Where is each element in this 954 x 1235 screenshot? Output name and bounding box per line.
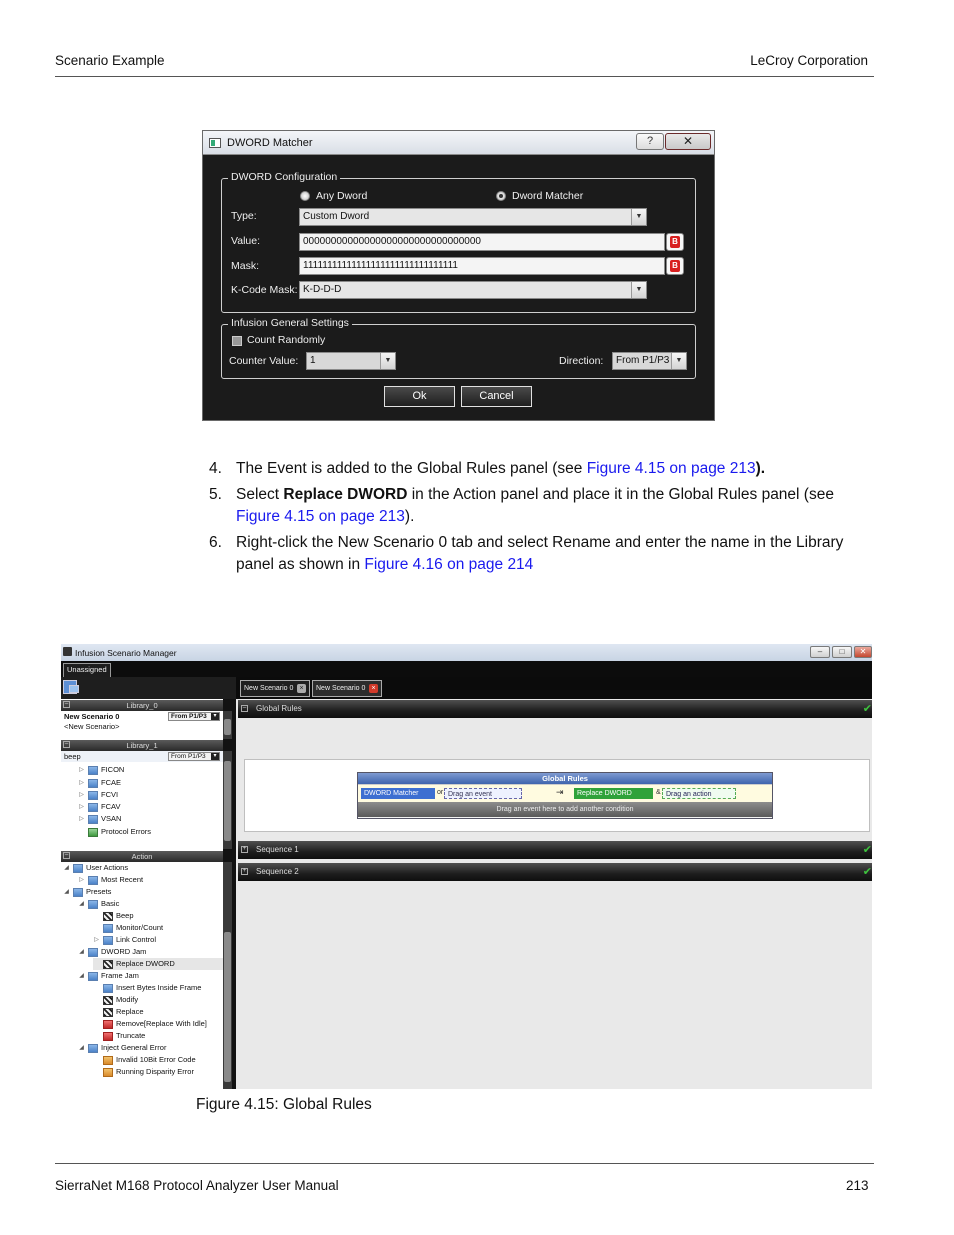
tree-label: Basic: [101, 899, 120, 908]
global-rules-box: [357, 772, 773, 819]
scroll-thumb[interactable]: [224, 932, 231, 1082]
radio-any-dword[interactable]: [300, 190, 367, 202]
infusion-scenario-manager-window: [61, 644, 872, 1089]
close-tab-icon[interactable]: ×: [369, 684, 378, 693]
scroll-thumb[interactable]: [224, 761, 231, 841]
tree-item-fcvi[interactable]: [78, 789, 118, 801]
radio-dot-selected: [496, 191, 506, 201]
lib1-direction-select[interactable]: From P1/P3 ▾: [168, 752, 220, 761]
tree-label: Invalid 10Bit Error Code: [116, 1055, 196, 1064]
value-label: Value:: [231, 235, 260, 247]
global-rules-condition: [358, 784, 772, 802]
dword-matcher-dialog: [202, 130, 715, 421]
tree-item-beep[interactable]: [103, 910, 134, 922]
direction-label: Direction:: [559, 355, 604, 367]
folder-icon: [88, 791, 98, 800]
protocol-errors-icon: [88, 828, 98, 837]
tree-label: VSAN: [101, 814, 122, 823]
kcode-select[interactable]: [299, 281, 647, 299]
tree-label: DWORD Jam: [101, 947, 147, 956]
tree-item-presets[interactable]: [63, 886, 111, 898]
kcode-value: K-D-D-D: [303, 284, 342, 295]
or-operator: or: [437, 789, 444, 796]
minimize-button[interactable]: –: [810, 646, 830, 658]
value-input[interactable]: 00000000000000000000000000000000: [299, 233, 665, 251]
ok-button[interactable]: Ok: [384, 386, 455, 407]
type-value: Custom Dword: [303, 211, 370, 222]
header-rule: [55, 76, 874, 77]
action-tree: [61, 862, 223, 1089]
folder-icon: [88, 900, 98, 909]
global-rules-area: [244, 759, 870, 832]
tree-item-invalid-10bit[interactable]: [103, 1054, 196, 1066]
tab-unassigned[interactable]: Unassigned: [63, 663, 111, 677]
tree-label: Presets: [86, 887, 112, 896]
chevron-down-icon: ▼: [631, 282, 646, 298]
step-text: Right-click the New Scenario 0 tab and select Rename and enter the name in the Library panel as shown in: [236, 534, 844, 573]
tree-label: Monitor/Count: [116, 923, 164, 932]
value-edit-icon[interactable]: [666, 233, 684, 251]
expand-icon[interactable]: ▷: [79, 816, 84, 822]
folder-icon: [88, 972, 98, 981]
drag-event-slot[interactable]: Drag an event: [444, 788, 522, 799]
tree-label: Insert Bytes Inside Frame: [116, 983, 202, 992]
checkmark-icon: ✔: [862, 703, 872, 715]
tree-label: FCAE: [101, 778, 122, 787]
maximize-button[interactable]: □: [832, 646, 852, 658]
action-title: Action: [131, 852, 153, 861]
radio-matcher-label: Dword Matcher: [512, 190, 584, 202]
count-randomly-checkbox[interactable]: [232, 336, 242, 346]
expand-icon[interactable]: +: [242, 846, 247, 852]
drag-action-slot[interactable]: Drag an action: [662, 788, 736, 799]
checkmark-icon: ✔: [862, 844, 872, 856]
cancel-button[interactable]: Cancel: [461, 386, 532, 407]
ism-titlebar: [61, 644, 872, 661]
collapse-tree-icon[interactable]: ◢: [79, 901, 84, 907]
lib0-scrollbar[interactable]: [223, 711, 232, 739]
step-text: The Event is added to the Global Rules panel (see: [236, 460, 587, 477]
chevron-down-icon: ▼: [671, 353, 686, 369]
radio-dword-matcher[interactable]: [496, 190, 583, 202]
sequence-1-label: Sequence 1: [256, 845, 299, 854]
left-panel: [61, 677, 236, 1089]
tree-item-monitor-count[interactable]: [103, 922, 163, 934]
dword-matcher-event[interactable]: DWORD Matcher: [361, 788, 435, 799]
sequence-1-bar[interactable]: [238, 841, 872, 859]
folder-icon: [73, 888, 83, 897]
scroll-thumb[interactable]: [224, 719, 231, 735]
tree-item-basic[interactable]: [78, 898, 119, 910]
lib1-row-beep[interactable]: [61, 751, 223, 762]
general-settings-label: Infusion General Settings: [228, 317, 352, 329]
lib1-scrollbar[interactable]: [223, 751, 232, 849]
left-toolbar: [61, 677, 236, 699]
tree-item-most-recent[interactable]: [78, 874, 143, 886]
and-operator: &: [656, 789, 661, 796]
figure-link[interactable]: Figure 4.15 on page 213: [236, 508, 405, 525]
tree-label: Modify: [116, 995, 139, 1004]
figure-caption: Figure 4.15: Global Rules: [196, 1096, 372, 1113]
app-icon: [63, 647, 72, 656]
checkmark-icon: ✔: [862, 866, 872, 878]
step-text-end: ).: [755, 460, 766, 477]
tree-label: Frame Jam: [101, 971, 139, 980]
ism-title: Infusion Scenario Manager: [75, 648, 177, 658]
folder-icon: [88, 803, 98, 812]
library1-header: [61, 740, 223, 751]
collapse-tree-icon[interactable]: ◢: [79, 973, 84, 979]
tab-label: New Scenario 0: [316, 685, 366, 692]
expand-icon[interactable]: ▷: [79, 780, 84, 786]
global-rules-bar[interactable]: [238, 700, 872, 718]
lib0-row-label: New Scenario 0: [64, 712, 120, 721]
tree-label: FCAV: [101, 802, 121, 811]
help-button[interactable]: ?: [636, 133, 664, 150]
error-icon: [103, 1056, 113, 1065]
folder-icon: [103, 936, 113, 945]
replace-dword-action[interactable]: Replace DWORD: [574, 788, 653, 799]
expand-icon[interactable]: ▷: [79, 792, 84, 798]
replace-icon: [103, 960, 113, 969]
remove-icon: [103, 1020, 113, 1029]
dword-config-label: DWORD Configuration: [228, 171, 340, 183]
mask-edit-icon[interactable]: [666, 257, 684, 275]
expand-icon[interactable]: +: [242, 868, 247, 874]
arrow-icon: ⇥: [556, 787, 564, 797]
expand-icon[interactable]: ▷: [79, 804, 84, 810]
library0-header: [61, 700, 223, 711]
expand-icon[interactable]: ▷: [79, 877, 84, 883]
chevron-down-icon: ▼: [380, 353, 395, 369]
tree-item-user-actions[interactable]: [63, 862, 128, 874]
tree-item-fcav[interactable]: [78, 801, 120, 813]
footer-left: SierraNet M168 Protocol Analyzer User Manual: [55, 1178, 339, 1193]
tree-label: User Actions: [86, 863, 129, 872]
expand-icon[interactable]: ▷: [79, 767, 84, 773]
tree-item-frame-jam[interactable]: [78, 970, 139, 982]
action-header: [61, 851, 223, 862]
tree-label: Running Disparity Error: [116, 1067, 194, 1076]
mask-input[interactable]: 11111111111111111111111111111111: [299, 257, 665, 275]
app-icon: [209, 138, 221, 148]
close-tab-icon[interactable]: ×: [297, 684, 306, 693]
global-rules-bar-label: Global Rules: [256, 704, 302, 713]
collapse-tree-icon[interactable]: ◢: [79, 1045, 84, 1051]
sequence-2-label: Sequence 2: [256, 867, 299, 876]
tree-item-fcae[interactable]: [78, 777, 121, 789]
chevron-down-icon: ▼: [631, 209, 646, 225]
page-number: 213: [846, 1178, 869, 1193]
step-text: in the Action panel and place it in the Global Rules panel (see: [407, 486, 834, 503]
add-condition-bar[interactable]: Drag an event here to add another condition: [358, 802, 772, 817]
tree-item-dword-jam[interactable]: [78, 946, 146, 958]
counter-select[interactable]: [306, 352, 396, 370]
dialog-title: DWORD Matcher: [227, 137, 313, 149]
dialog-titlebar: [203, 131, 714, 155]
library0-title: Library_0: [126, 701, 158, 710]
tree-item-insert-bytes[interactable]: [103, 982, 201, 994]
sequence-2-bar[interactable]: [238, 863, 872, 881]
library-tool-overlay-icon: [69, 685, 79, 693]
radio-dot: [300, 191, 310, 201]
collapse-icon[interactable]: –: [64, 701, 69, 707]
step-number: 5.: [209, 486, 222, 503]
modify-icon: [103, 996, 113, 1005]
step-5: [205, 484, 865, 528]
collapse-tree-icon[interactable]: ◢: [79, 949, 84, 955]
direction-value: From P1/P3: [616, 355, 670, 366]
step-number: 4.: [209, 460, 222, 477]
tab-label: New Scenario 0: [244, 685, 294, 692]
tree-item-modify[interactable]: [103, 994, 138, 1006]
counter-label: Counter Value:: [229, 355, 299, 367]
tree-label: Remove[Replace With Idle]: [116, 1019, 207, 1028]
ism-tabbar: [61, 661, 872, 677]
step-4: [205, 458, 865, 480]
lib0-row-new[interactable]: <New Scenario>: [64, 722, 120, 731]
expand-icon[interactable]: ▷: [94, 937, 99, 943]
close-button[interactable]: ✕: [665, 133, 711, 150]
folder-icon: [88, 779, 98, 788]
tree-item-remove[interactable]: [103, 1018, 207, 1030]
tree-label: Replace DWORD: [116, 959, 175, 968]
counter-value: 1: [310, 355, 316, 366]
tree-label: Most Recent: [101, 875, 144, 884]
folder-icon: [88, 1044, 98, 1053]
tree-label: Replace: [116, 1007, 144, 1016]
type-select[interactable]: [299, 208, 647, 226]
kcode-label: K-Code Mask:: [231, 284, 298, 296]
insert-icon: [103, 984, 113, 993]
collapse-icon[interactable]: –: [64, 741, 69, 747]
header-right: LeCroy Corporation: [750, 53, 868, 68]
tree-label: Inject General Error: [101, 1043, 167, 1052]
replace-icon: [103, 1008, 113, 1017]
collapse-tree-icon[interactable]: ◢: [64, 889, 69, 895]
footer-rule: [55, 1163, 874, 1164]
tree-item-ficon[interactable]: [78, 764, 124, 776]
figure-link[interactable]: Figure 4.16 on page 214: [364, 556, 534, 573]
tree-item-replace[interactable]: [103, 1006, 144, 1018]
folder-icon: [73, 864, 83, 873]
tab-new-scenario-0-b[interactable]: [312, 680, 382, 697]
speaker-icon: [103, 912, 113, 921]
tree-item-inject-general-error[interactable]: [78, 1042, 166, 1054]
monitor-count-icon: [103, 924, 113, 933]
close-button[interactable]: ✕: [854, 646, 872, 658]
lib1-row-label: beep: [64, 752, 81, 761]
figure-link[interactable]: Figure 4.15 on page 213: [586, 460, 756, 477]
tree-label: Truncate: [116, 1031, 146, 1040]
type-label: Type:: [231, 210, 257, 222]
step-number: 6.: [209, 534, 222, 551]
folder-icon: [88, 766, 98, 775]
tree-label: Link Control: [116, 935, 157, 944]
step-text: Select: [236, 486, 284, 503]
tree-item-truncate[interactable]: [103, 1030, 145, 1042]
direction-select[interactable]: [612, 352, 687, 370]
action-scrollbar[interactable]: [223, 862, 232, 1089]
step-bold: Replace DWORD: [283, 486, 408, 503]
global-rules-title: Global Rules: [358, 773, 772, 784]
collapse-icon[interactable]: –: [64, 852, 69, 858]
library1-title: Library_1: [126, 741, 158, 750]
step-6: [205, 532, 865, 576]
tree-item-protocol-errors[interactable]: [88, 826, 151, 838]
steps-list: [205, 458, 865, 580]
tree-label: FCVI: [101, 790, 119, 799]
folder-icon: [88, 815, 98, 824]
tree-item-replace-dword[interactable]: [103, 958, 175, 970]
tree-item-running-disparity[interactable]: [103, 1066, 194, 1078]
scenario-tabbar: [236, 677, 872, 699]
mask-label: Mask:: [231, 260, 260, 272]
right-panel: [236, 677, 872, 1089]
folder-icon: [88, 876, 98, 885]
radio-any-label: Any Dword: [316, 190, 368, 202]
tree-item-link-control[interactable]: [93, 934, 156, 946]
truncate-icon: [103, 1032, 113, 1041]
folder-icon: [88, 948, 98, 957]
tree-label: Beep: [116, 911, 134, 920]
tree-label: Protocol Errors: [101, 827, 152, 836]
step-text-end: ).: [404, 508, 415, 525]
collapse-tree-icon[interactable]: ◢: [64, 865, 69, 871]
collapse-icon[interactable]: –: [242, 705, 247, 711]
count-randomly-label: Count Randomly: [247, 334, 326, 346]
tab-new-scenario-0-a[interactable]: [240, 680, 310, 697]
header-left: Scenario Example: [55, 53, 165, 68]
tree-label: FICON: [101, 765, 125, 774]
lib0-direction-select[interactable]: From P1/P3 ▾: [168, 712, 220, 721]
tree-item-vsan[interactable]: [78, 813, 121, 825]
error-icon: [103, 1068, 113, 1077]
